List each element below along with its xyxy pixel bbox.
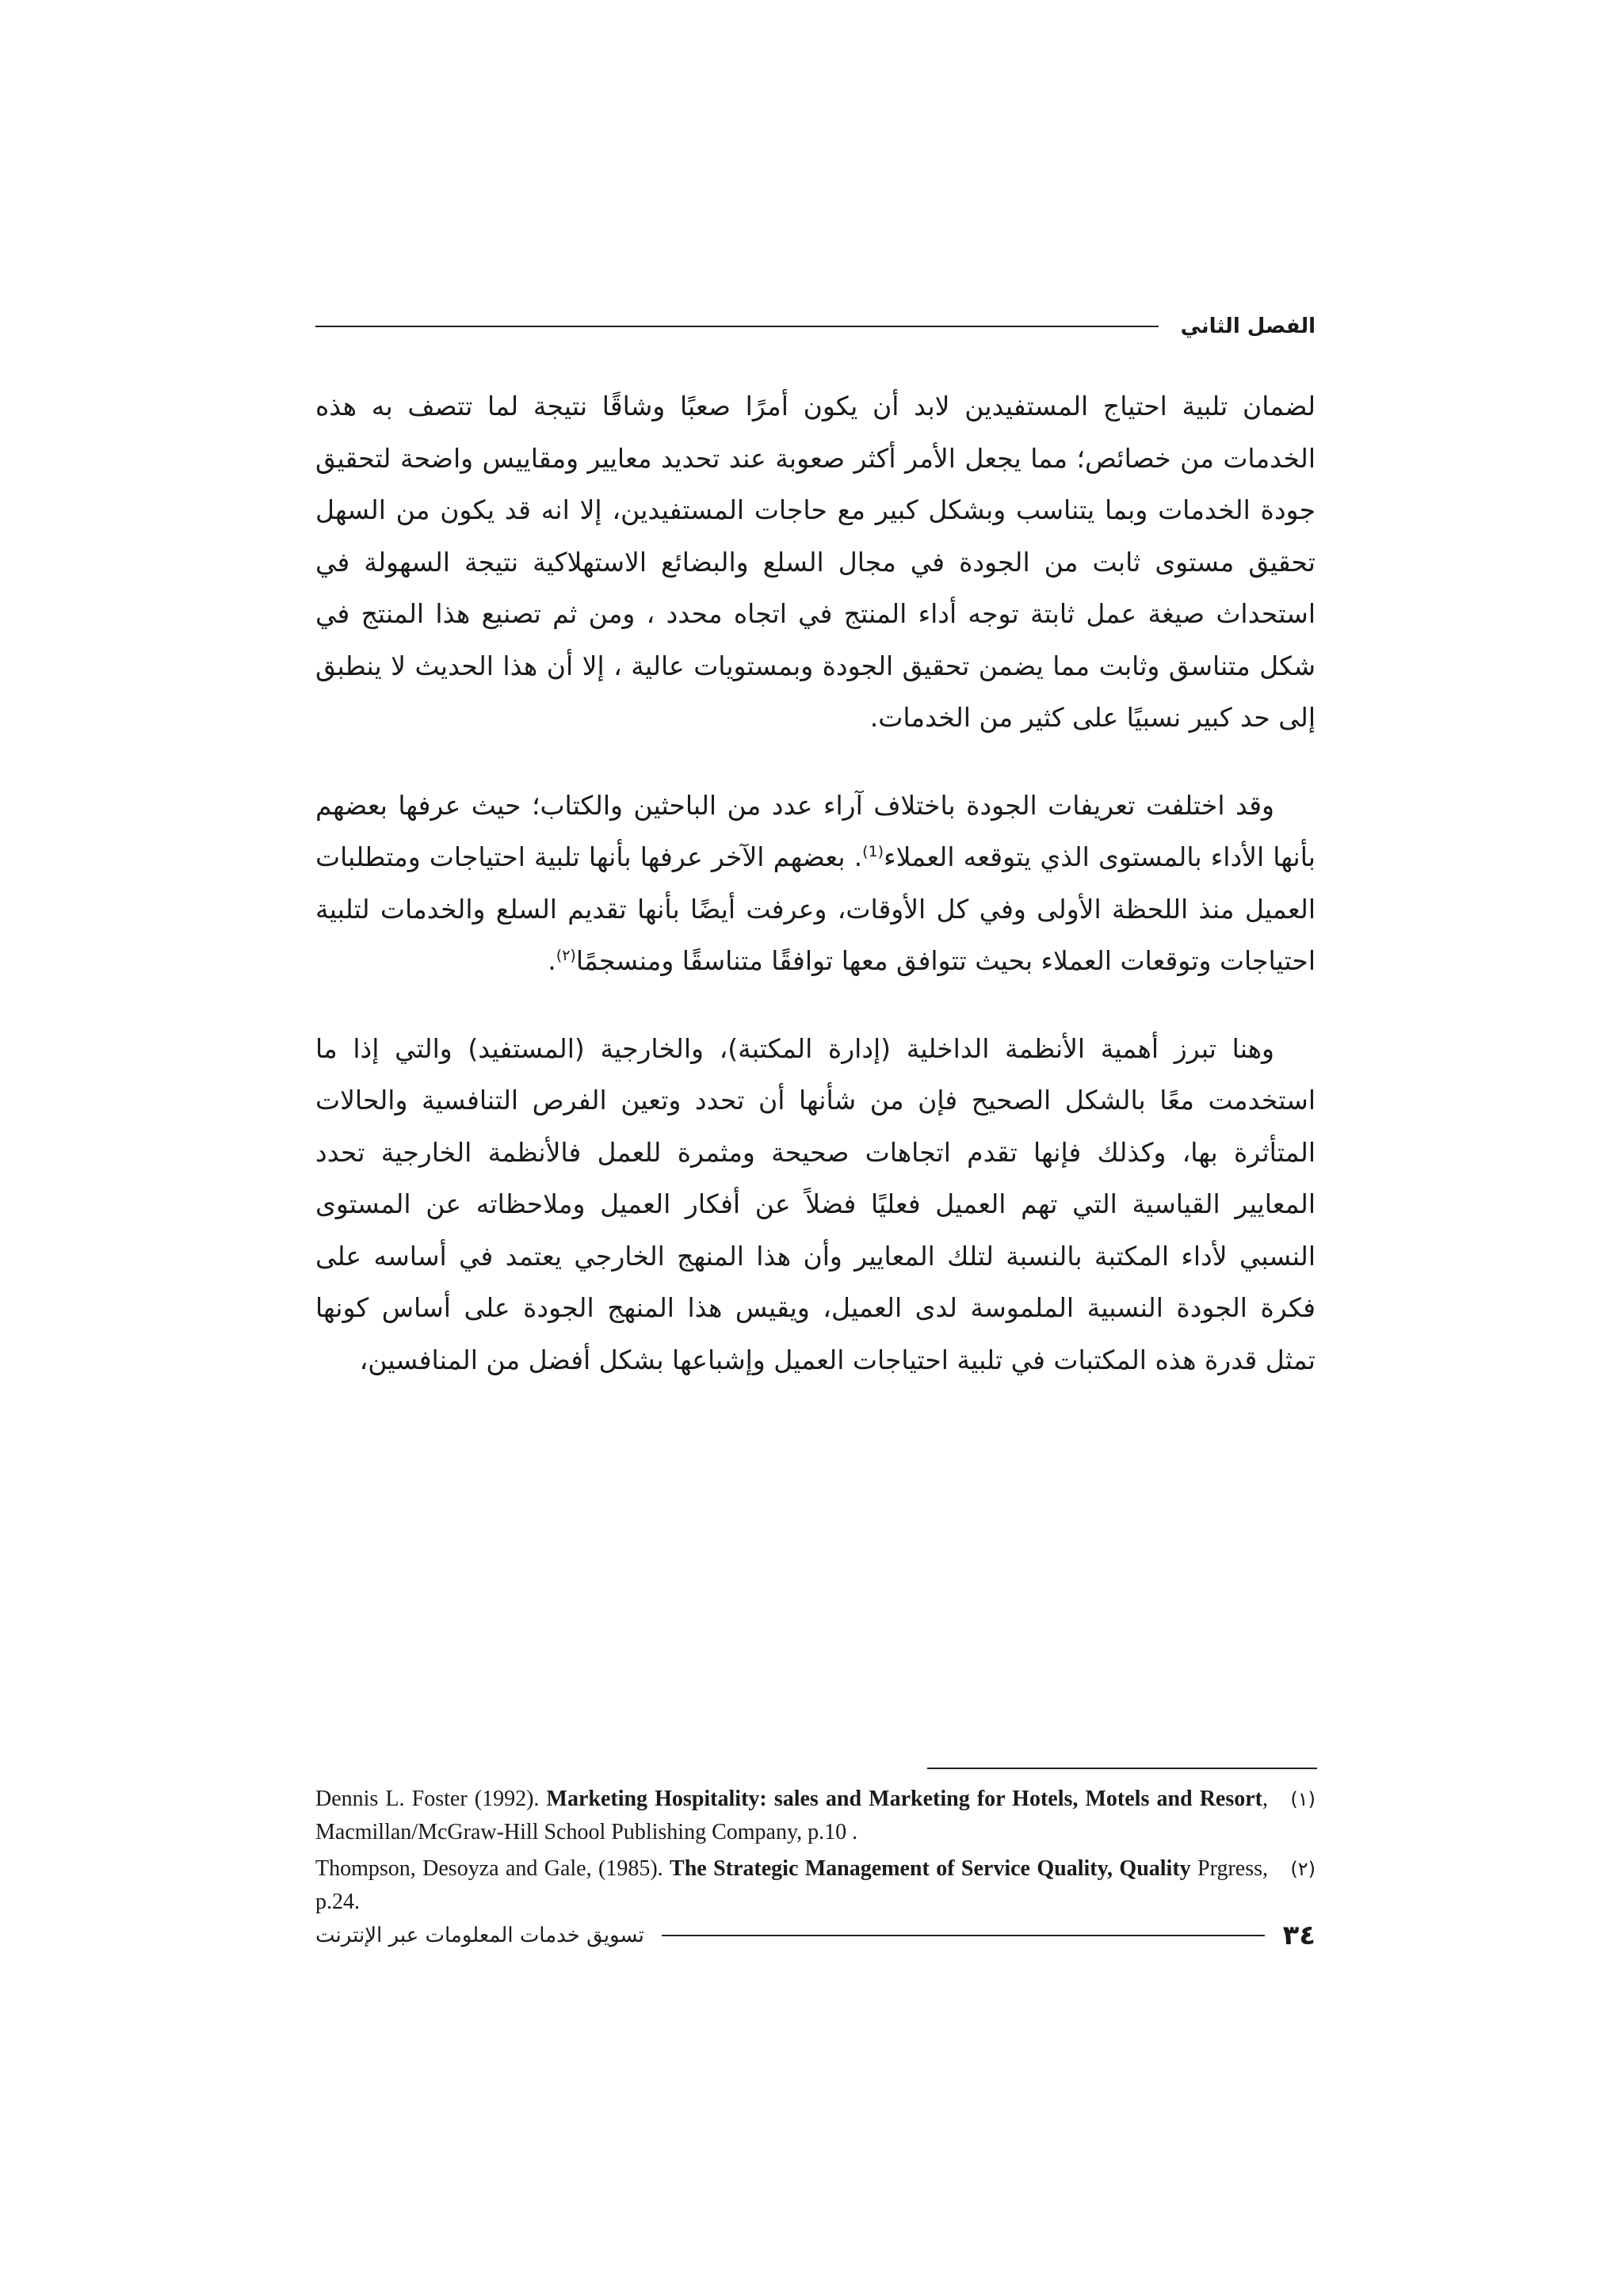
footnotes [315, 1783, 1316, 1919]
footnote-1 [315, 1783, 1316, 1849]
footnote-title: Marketing Hospitality: sales and Marketing for Hotels, Motels and Resort [546, 1787, 1263, 1811]
paragraph-2-end: . [548, 945, 556, 976]
footnote-author: Dennis L. Foster (1992). [315, 1787, 547, 1811]
running-header [315, 303, 1316, 350]
chapter-title: الفصل الثاني [1180, 315, 1316, 338]
footnote-number: (١) [1290, 1788, 1316, 1810]
paragraph-3: وهنا تبرز أهمية الأنظمة الداخلية (إدارة المكتبة)، والخارجية (المستفيد) والتي إذا ما استخدمت معًا بالشكل الصحيح فإن من شأنها أن تحدد وتعين الفرص التنافسية والحالات المتأثرة بها، وكذلك فإنها تقدم اتجاهات صحيحة ومثمرة للعمل فالأنظمة الخارجية تحدد المعايير القياسية التي تهم العميل فعليًا فضلاً عن أفكار العميل وملاحظاته عن المستوى النسبي لأداء المكتبة بالنسبة لتلك المعايير وأن هذا المنهج الخارجي يعتمد في أساسه على فكرة الجودة النسبية الملموسة لدى العميل، ويقيس هذا المنهج الجودة على أساس كونها تمثل قدرة هذه المكتبات في تلبية احتياجات العميل وإشباعها بشكل أفضل من المنافسين، [315, 1032, 1316, 1375]
header-rule [315, 326, 1159, 327]
footnote-publisher: Prgress, p.24. [315, 1856, 1268, 1914]
page-number: ٣٤ [1282, 1920, 1316, 1951]
paragraph-2 [315, 780, 1316, 987]
footnote-2 [315, 1852, 1316, 1919]
footnote-title: The Strategic Management of Service Quality, Quality [670, 1856, 1191, 1881]
paragraph-1: لضمان تلبية احتياج المستفيدين لابد أن يكون أمرًا صعبًا وشاقًا نتيجة لما تتصف به هذه الخدمات من خصائص؛ مما يجعل الأمر أكثر صعوبة عند تحديد معايير ومقاييس واضحة لتحقيق جودة الخدمات وبما يتناسب وبشكل كبير مع حاجات المستفيدين، إلا انه قد يكون من السهل تحقيق مستوى ثابت من الجودة في مجال السلع والبضائع الاستهلاكية نتيجة السهولة في استحداث صيغة عمل ثابتة توجه أداء المنتج في اتجاه محدد ، ومن ثم تصنيع هذا المنتج في شكل متناسق وثابت مما يضمن تحقيق الجودة وبمستويات عالية ، إلا أن هذا الحديث لا ينطبق إلى حد كبير نسبيًا على كثير من الخدمات. [315, 391, 1316, 733]
footer-rule [662, 1935, 1266, 1936]
footnote-ref-2: (٢) [556, 947, 576, 964]
footnote-author: Thompson, Desoyza and Gale, (1985). [315, 1856, 670, 1881]
page-footer [315, 1916, 1316, 1955]
footnote-separator [927, 1768, 1317, 1769]
footnote-number: (٢) [1290, 1858, 1316, 1880]
footnote-publisher: , Macmillan/McGraw-Hill School Publishing Company, p.10 . [315, 1787, 1269, 1844]
body-text [315, 380, 1316, 1386]
footnote-ref-1: (1) [862, 843, 884, 860]
paragraph-2-part-1: وقد اختلفت تعريفات الجودة باختلاف آراء عدد من الباحثين والكتاب؛ حيث عرفها بعضهم بأنها الأداء بالمستوى الذي يتوقعه العملاء [315, 789, 1316, 872]
paragraph-2-part-2: . بعضهم الآخر عرفها بأنها تلبية احتياجات ومتطلبات العميل منذ اللحظة الأولى وفي كل الأوقات، وعرفت أيضًا بأنها تقديم السلع والخدمات لتلبية احتياجات وتوقعات العملاء بحيث تتوافق معها توافقًا متناسقًا ومنسجمًا [315, 841, 1316, 976]
book-title: تسويق خدمات المعلومات عبر الإنترنت [315, 1924, 644, 1947]
